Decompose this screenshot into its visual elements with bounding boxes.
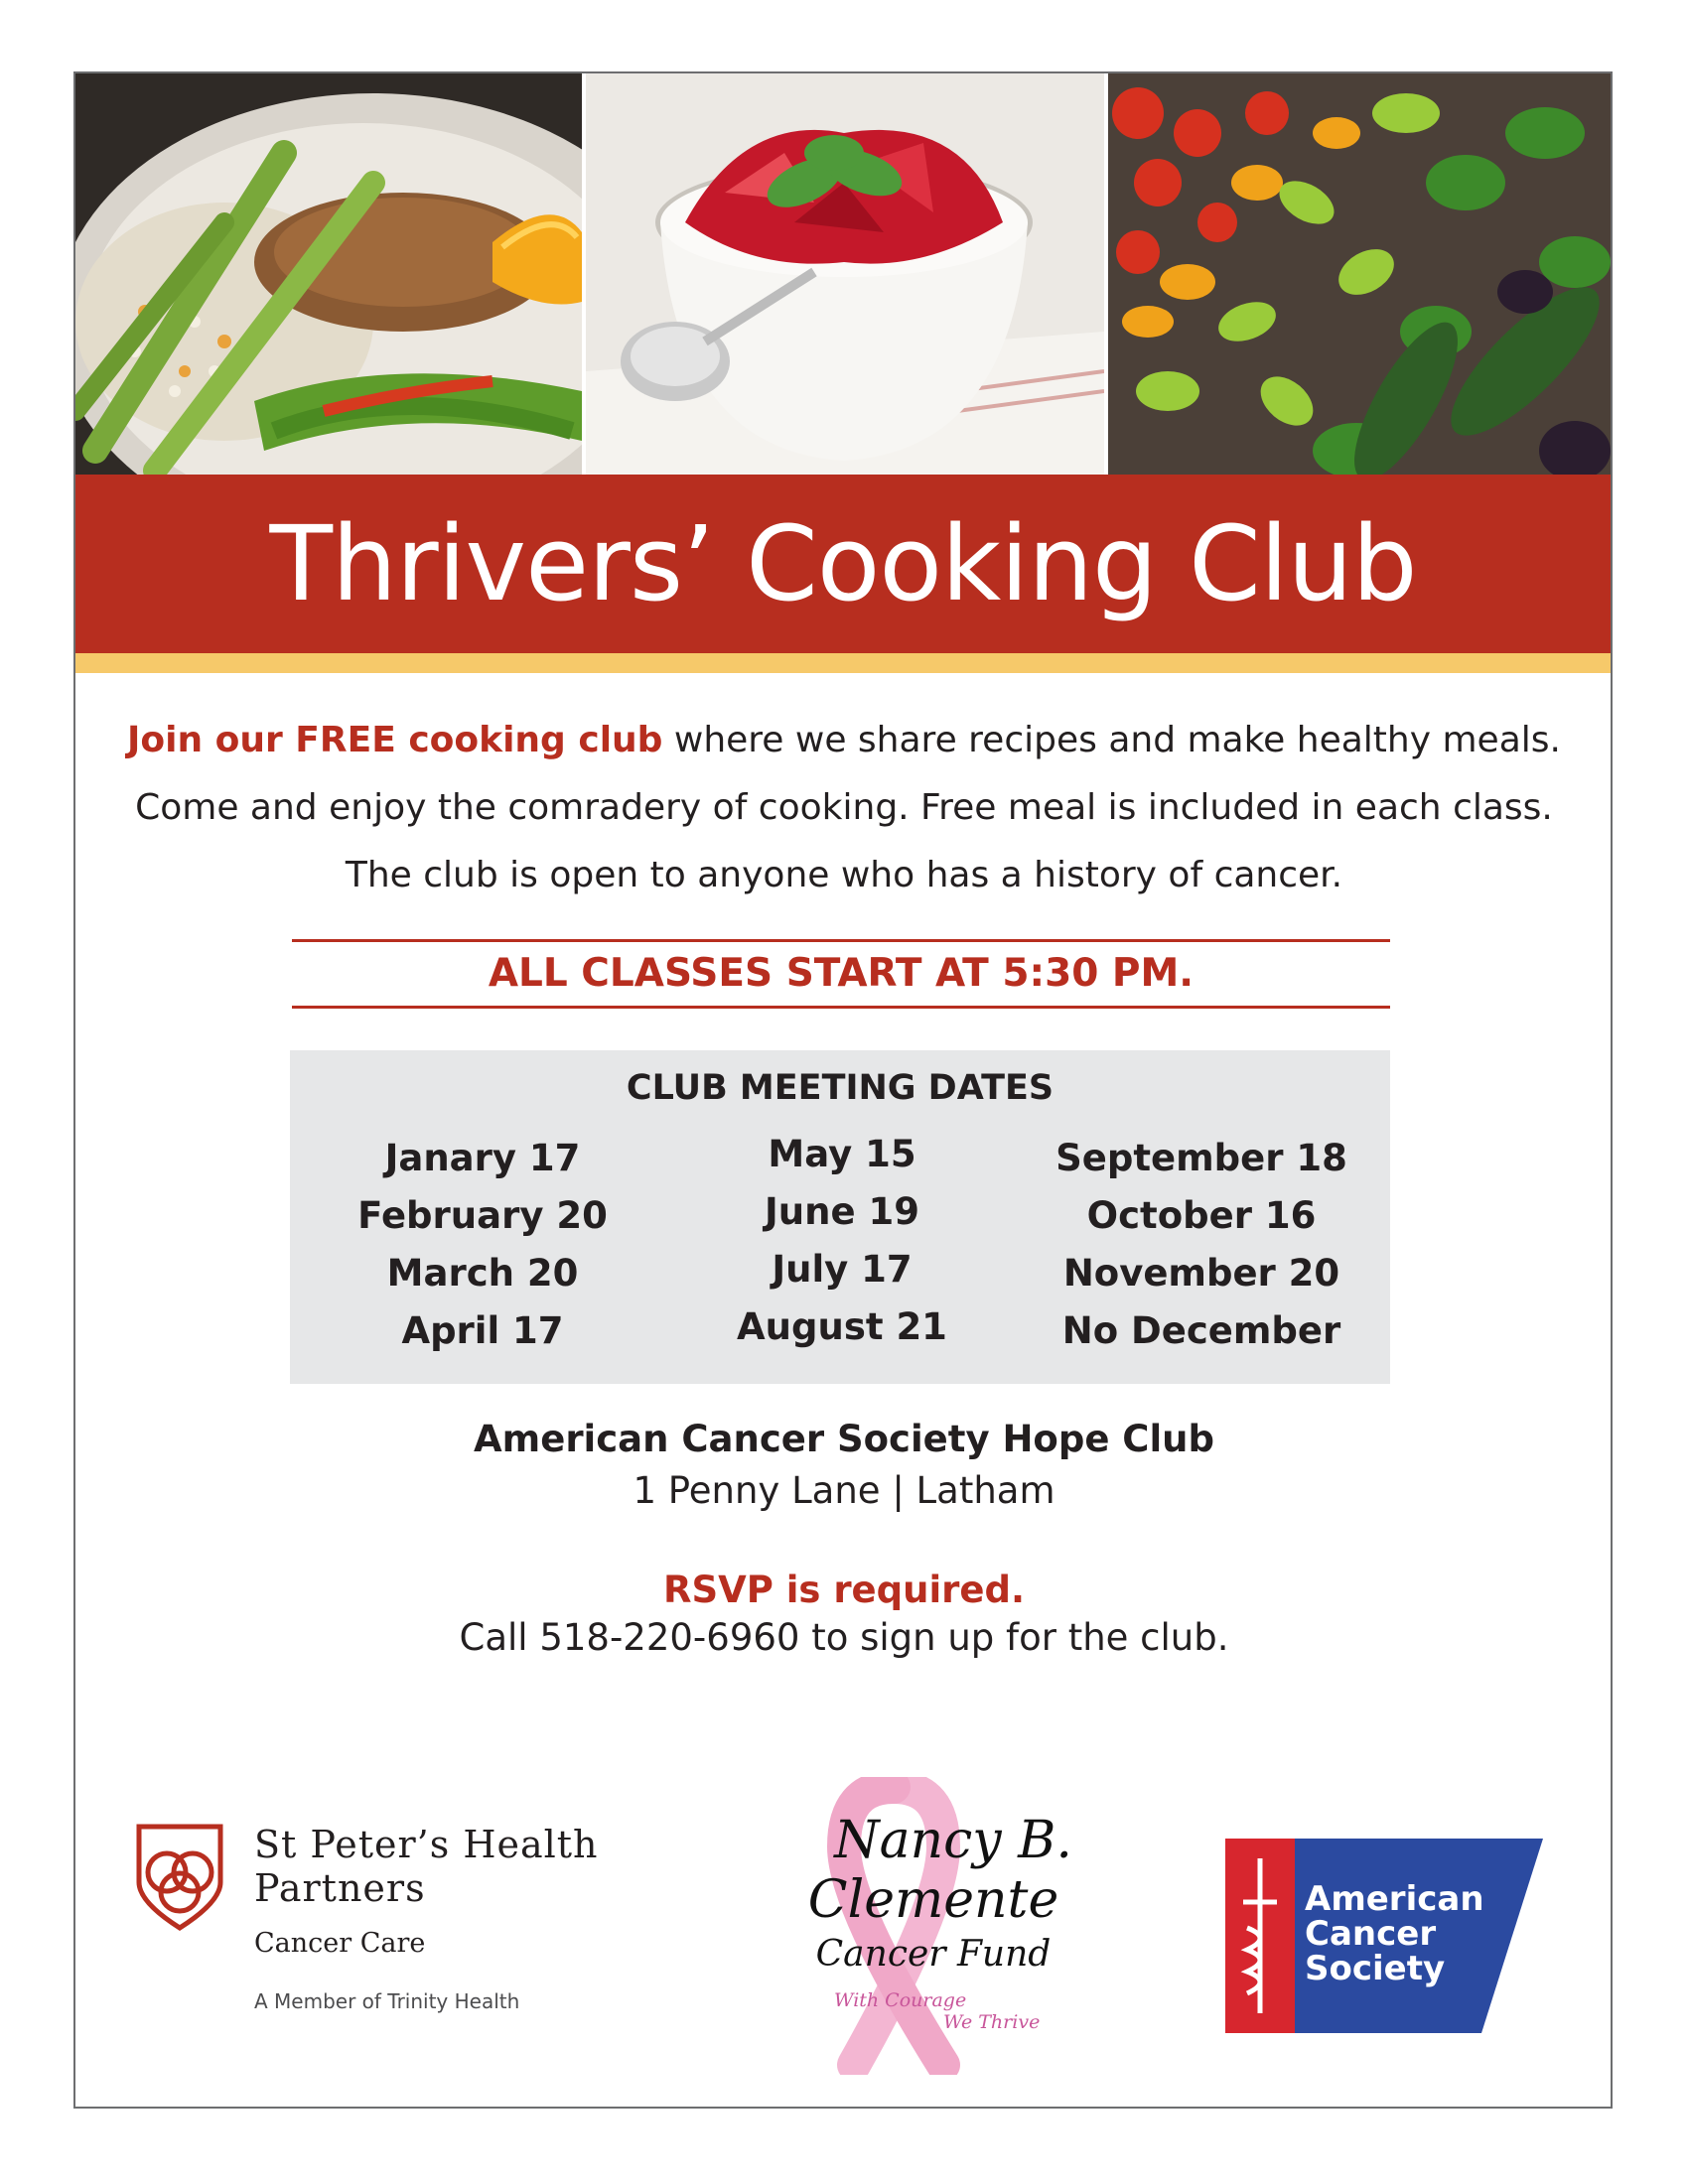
meeting-date: September 18	[1055, 1137, 1347, 1179]
meeting-date: April 17	[401, 1309, 564, 1352]
st-peters-name-line-2: Partners	[254, 1866, 426, 1910]
intro-line-1-text: where we share recipes and make healthy meals.	[662, 720, 1561, 760]
acs-logo-line-1: American	[1305, 1879, 1484, 1919]
intro-line-1	[109, 707, 1579, 774]
meeting-date: October 16	[1086, 1194, 1317, 1237]
divider-bottom	[292, 1006, 1390, 1009]
meeting-date: July 17	[772, 1248, 913, 1291]
st-peters-logo-name	[254, 1823, 599, 1910]
st-peters-unit: Cancer Care	[254, 1928, 426, 1959]
nancy-logo-line-3: Cancer Fund	[815, 1934, 1052, 1975]
dates-column-3	[1023, 1130, 1380, 1360]
meeting-date: February 20	[357, 1194, 608, 1237]
rsvp-title: RSVP is required.	[662, 1569, 1026, 1611]
three-rings-heart-icon	[135, 1823, 224, 1932]
nancy-logo-line-2: Clemente	[807, 1870, 1059, 1930]
food-photo-meal	[75, 73, 582, 475]
meeting-date: August 21	[737, 1305, 947, 1348]
title-band-accent	[75, 653, 1611, 673]
intro-highlight: Join our FREE cooking club	[127, 720, 663, 760]
rsvp-call-text: Call 518-220-6960 to sign up for the club.	[459, 1616, 1229, 1659]
st-peters-name-line-1: St Peter’s Health	[254, 1823, 599, 1866]
meeting-date: Janary 17	[384, 1137, 581, 1179]
venue-name: American Cancer Society Hope Club	[474, 1418, 1214, 1460]
meeting-date: May 15	[768, 1133, 916, 1175]
meeting-date: June 19	[765, 1190, 919, 1233]
dates-column-1	[304, 1130, 661, 1360]
start-time-notice: ALL CLASSES START AT 5:30 PM.	[488, 951, 1195, 996]
nancy-logo-line-1: Nancy B.	[834, 1811, 1072, 1870]
meeting-dates-heading: CLUB MEETING DATES	[626, 1068, 1055, 1108]
nancy-tagline-2: We Thrive	[943, 2011, 1041, 2033]
venue-address: 1 Penny Lane | Latham	[633, 1469, 1055, 1512]
page-title: Thrivers’ Cooking Club	[269, 503, 1417, 624]
meeting-date: No December	[1061, 1309, 1341, 1352]
acs-logo-text	[1305, 1879, 1493, 1988]
dates-column-2	[663, 1126, 1021, 1356]
acs-logo-line-2: Cancer	[1305, 1914, 1437, 1954]
acs-logo-line-3: Society	[1305, 1949, 1446, 1988]
food-photo-gelatin	[586, 73, 1104, 475]
intro-line-2: Come and enjoy the comradery of cooking. Free meal is included in each class.	[135, 787, 1553, 828]
intro-line-3: The club is open to anyone who has a history of cancer.	[345, 855, 1343, 895]
food-photo-vegetables	[1108, 73, 1611, 475]
nancy-tagline-1: With Courage	[834, 1989, 967, 2011]
divider-top	[292, 939, 1390, 942]
meeting-date: March 20	[386, 1252, 579, 1295]
meeting-date: November 20	[1062, 1252, 1340, 1295]
st-peters-member-line: A Member of Trinity Health	[254, 1989, 520, 2013]
